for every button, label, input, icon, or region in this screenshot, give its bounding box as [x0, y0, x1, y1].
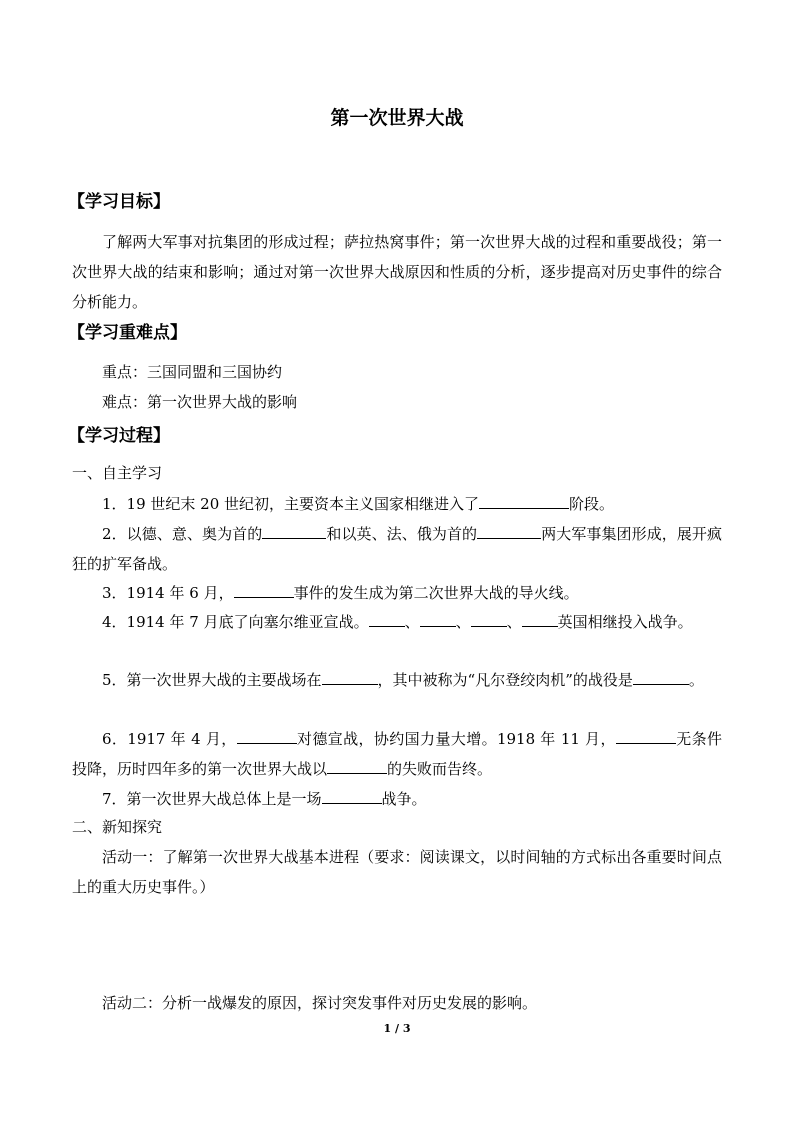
difficult-point-text: 难点：第一次世界大战的影响	[102, 393, 298, 411]
answer-blank[interactable]	[327, 757, 387, 774]
answer-blank[interactable]	[471, 610, 507, 627]
answer-blank[interactable]	[369, 610, 405, 627]
question-2: 2．以德、意、奥为首的 和以英、法、俄为首的 两大军事集团形成，展开疯狂的扩军备战。	[72, 519, 722, 579]
answer-blank[interactable]	[237, 727, 297, 744]
answer-blank[interactable]	[522, 610, 558, 627]
page-title: 第一次世界大战	[330, 107, 464, 129]
goals-paragraph: 了解两大军事对抗集团的形成过程；萨拉热窝事件；第一次世界大战的过程和重要战役；第一次世界大战的结束和影响；通过对第一次世界大战原因和性质的分析，逐步提高对历史事件的综合分析能力。	[72, 233, 722, 311]
section-heading-keypoints: 【学习重难点】	[68, 323, 187, 343]
answer-blank[interactable]	[420, 610, 456, 627]
answer-blank[interactable]	[477, 522, 541, 539]
activity-2: 活动二：分析一战爆发的原因，探讨突发事件对历史发展的影响。	[102, 994, 538, 1012]
page-indicator: 1 / 3	[383, 1022, 411, 1035]
answer-blank[interactable]	[322, 668, 378, 685]
answer-blank[interactable]	[262, 522, 326, 539]
activity-1: 活动一：了解第一次世界大战基本进程（要求：阅读课文，以时间轴的方式标出各重要时间点上的重大历史事件。）	[72, 848, 722, 896]
question-7: 7．第一次世界大战总体上是一场 战争。	[72, 784, 722, 814]
answer-blank[interactable]	[322, 787, 382, 804]
part1-title: 一、自主学习	[72, 464, 163, 482]
answer-blank[interactable]	[479, 492, 569, 509]
answer-blank[interactable]	[234, 581, 294, 598]
question-4: 4．1914 年 7 月底了向塞尔维亚宣战。 、 、 、 英国相继投入战争。	[72, 607, 722, 637]
question-1: 1．19 世纪末 20 世纪初，主要资本主义国家相继进入了 阶段。	[72, 489, 722, 519]
question-5: 5．第一次世界大战的主要战场在 ，其中被称为“凡尔登绞肉机”的战役是 。	[72, 665, 722, 695]
answer-blank[interactable]	[616, 727, 676, 744]
key-point-text: 重点：三国同盟和三国协约	[102, 363, 283, 381]
answer-blank[interactable]	[633, 668, 689, 685]
question-3: 3．1914 年 6 月， 事件的发生成为第二次世界大战的导火线。	[72, 578, 722, 608]
part2-title: 二、新知探究	[72, 818, 163, 836]
section-heading-goals: 【学习目标】	[68, 192, 170, 212]
question-6: 6．1917 年 4 月， 对德宣战，协约国力量大增。1918 年 11 月， 无条件投降，历时四年多的第一次世界大战以 的失败而告终。	[72, 724, 722, 784]
section-heading-process: 【学习过程】	[68, 426, 170, 446]
